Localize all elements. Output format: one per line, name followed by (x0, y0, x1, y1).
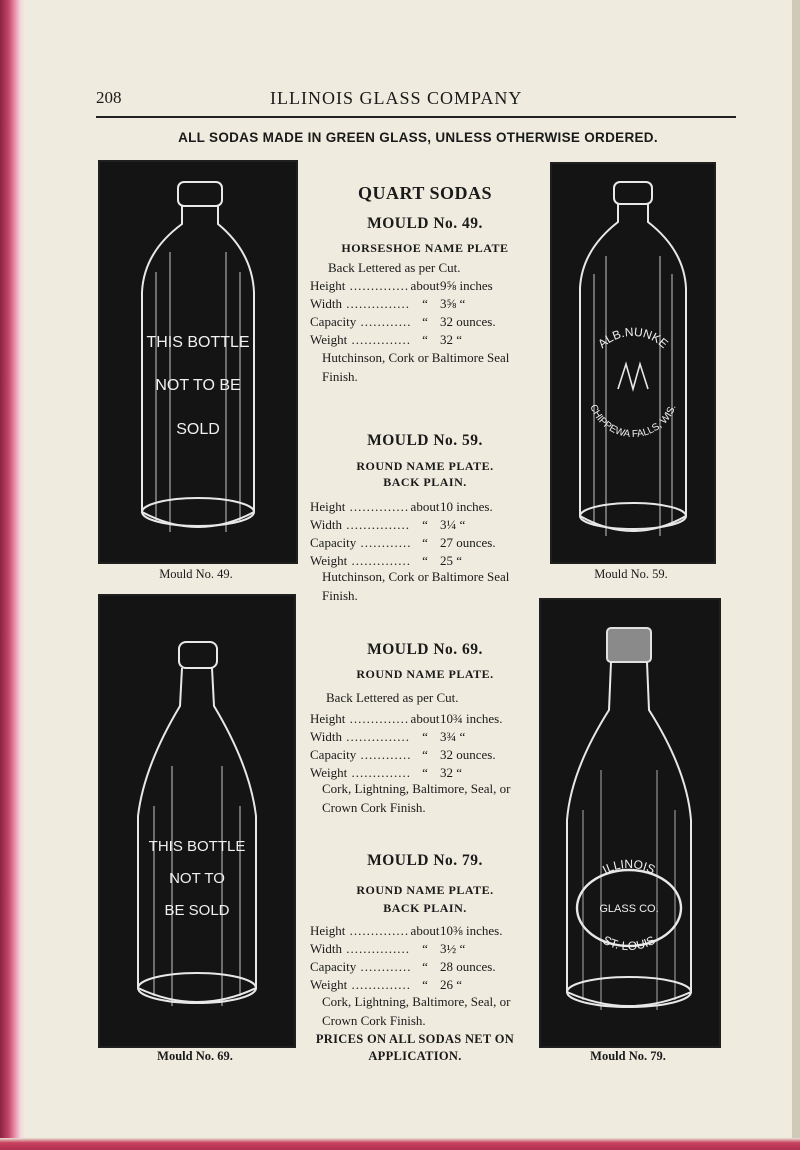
spec-ditto: about (410, 923, 440, 938)
caption-mould-49: Mould No. 49. (159, 567, 233, 581)
spec-label: Width ..... (310, 516, 410, 534)
spec-label: Weight ..... (310, 552, 410, 570)
bottle-illustration-49 (98, 160, 298, 564)
spec-row (310, 498, 525, 516)
mould-59-finish: Hutchinson, Cork or Baltimore Seal Finish. (322, 569, 510, 603)
bottle-49-drawing (100, 162, 296, 562)
spec-value: 3½ “ (440, 941, 466, 956)
spec-label: Width ..... (310, 295, 410, 313)
spec-ditto: “ (422, 977, 428, 992)
mould-69-specs (310, 710, 525, 782)
bottle-49-embossing-3: SOLD (176, 421, 220, 438)
spec-label: Weight ..... (310, 764, 410, 782)
page-edge (792, 0, 800, 1150)
spec-ditto: “ (422, 941, 428, 956)
spec-ditto: “ (422, 747, 428, 762)
spec-label: Capacity ..... (310, 746, 410, 764)
mould-59-specs (310, 498, 525, 570)
spec-label: Capacity ..... (310, 313, 410, 331)
spec-label: Height ..... (310, 277, 410, 295)
mould-69-title: MOULD No. 69. (367, 641, 483, 658)
spec-value: 32 “ (440, 332, 463, 347)
spec-row (310, 534, 525, 552)
mould-49-back: Back Lettered as per Cut. (328, 260, 461, 275)
spec-ditto: “ (422, 729, 428, 744)
book-bottom-edge (0, 1138, 800, 1150)
running-head: ILLINOIS GLASS COMPANY (270, 88, 523, 108)
spec-value: 3⅝ “ (440, 296, 466, 311)
spec-row (310, 728, 525, 746)
bottle-59-embossing-2 (587, 403, 678, 440)
spec-value: 28 ounces. (440, 959, 496, 974)
bottle-79-embossing-3 (601, 933, 658, 953)
mould-59-title: MOULD No. 59. (367, 432, 483, 449)
spec-row (310, 958, 525, 976)
spec-ditto: “ (422, 517, 428, 532)
spec-row (310, 516, 525, 534)
spec-value: 27 ounces. (440, 535, 496, 550)
caption-mould-79: Mould No. 79. (590, 1049, 666, 1063)
spec-ditto: “ (422, 296, 428, 311)
mould-49-finish: Hutchinson, Cork or Baltimore Seal Finish. (322, 350, 510, 384)
bottle-79-embossing-1 (600, 857, 657, 877)
spec-value: 32 ounces. (440, 314, 496, 329)
mould-49-title: MOULD No. 49. (367, 215, 483, 232)
bottle-illustration-59 (550, 162, 716, 564)
green-glass-notice: ALL SODAS MADE IN GREEN GLASS, UNLESS OTHERWISE ORDERED. (178, 130, 658, 145)
bottle-79-embossing-2: GLASS CO. (599, 903, 659, 915)
page-number: 208 (96, 88, 122, 107)
mould-59-back: BACK PLAIN. (383, 475, 467, 489)
bottle-illustration-79 (539, 598, 721, 1048)
bottle-69-drawing (100, 596, 294, 1046)
spec-value: 26 “ (440, 977, 463, 992)
prices-note: PRICES ON ALL SODAS NET ON APPLICATION. (315, 1032, 515, 1063)
caption-mould-69: Mould No. 69. (157, 1049, 233, 1063)
spec-value: 25 “ (440, 553, 463, 568)
spec-ditto: “ (422, 959, 428, 974)
bottle-69-embossing-2: NOT TO (169, 870, 225, 887)
bottle-49-embossing-2: NOT TO BE (155, 377, 241, 394)
mould-79-back: BACK PLAIN. (383, 901, 467, 915)
spec-ditto: about (410, 499, 440, 514)
bottle-69-embossing-1: THIS BOTTLE (148, 838, 246, 855)
mould-49-plate: HORSESHOE NAME PLATE (341, 241, 509, 255)
spec-value: 10¾ inches. (440, 711, 503, 726)
bottle-79-embossing-bottom: ST. LOUIS (600, 932, 658, 954)
spec-ditto: “ (422, 553, 428, 568)
spec-label: Height ..... (310, 922, 410, 940)
spec-label: Capacity ..... (310, 958, 410, 976)
spec-value: 3¾ “ (440, 729, 466, 744)
spec-value: 32 “ (440, 765, 463, 780)
spec-label: Height ..... (310, 710, 410, 728)
caption-mould-59: Mould No. 59. (594, 567, 668, 581)
bottle-79-drawing (541, 600, 719, 1046)
bottle-49-embossing-1: THIS BOTTLE (146, 334, 250, 351)
header-rule (96, 116, 736, 118)
spec-row (310, 746, 525, 764)
spec-ditto: about (410, 711, 440, 726)
spec-label: Weight ..... (310, 976, 410, 994)
spec-row (310, 922, 525, 940)
spec-value: 9⅝ inches (440, 278, 493, 293)
spec-row (310, 710, 525, 728)
section-title: QUART SODAS (357, 183, 493, 203)
mould-59-plate: ROUND NAME PLATE. (356, 459, 494, 473)
spec-ditto: “ (422, 535, 428, 550)
book-spine-edge (0, 0, 24, 1150)
mould-69-finish: Cork, Lightning, Baltimore, Seal, or Crown Cork Finish. (322, 781, 511, 815)
bottle-69-embossing-3: BE SOLD (164, 902, 230, 919)
mould-79-plate: ROUND NAME PLATE. (356, 883, 494, 897)
spec-row (310, 295, 525, 313)
spec-row (310, 331, 525, 349)
mould-79-finish: Cork, Lightning, Baltimore, Seal, or Crown Cork Finish. (322, 994, 511, 1028)
mould-69-plate: ROUND NAME PLATE. (356, 667, 494, 681)
spec-value: 10⅜ inches. (440, 923, 503, 938)
spec-label: Width ..... (310, 940, 410, 958)
spec-label: Width ..... (310, 728, 410, 746)
bottle-79-embossing-top: ILLINOIS (600, 856, 658, 877)
spec-value: 10 inches. (440, 499, 493, 514)
spec-label: Weight ..... (310, 331, 410, 349)
spec-row (310, 940, 525, 958)
mould-79-specs (310, 922, 525, 994)
spec-ditto: “ (422, 765, 428, 780)
spec-row (310, 313, 525, 331)
bottle-illustration-69 (98, 594, 296, 1048)
spec-ditto: “ (422, 314, 428, 329)
mould-69-back: Back Lettered as per Cut. (326, 690, 459, 705)
mould-79-title: MOULD No. 79. (367, 852, 483, 869)
spec-ditto: about (410, 278, 440, 293)
spec-label: Capacity ..... (310, 534, 410, 552)
spec-ditto: “ (422, 332, 428, 347)
mould-49-specs (310, 277, 525, 349)
spec-label: Height ..... (310, 498, 410, 516)
spec-value: 3¼ “ (440, 517, 466, 532)
spec-value: 32 ounces. (440, 747, 496, 762)
bottle-59-embossing-name: ALB.NUNKE (595, 324, 671, 351)
bottle-59-embossing-town: CHIPPEWA FALLS, WIS. (587, 403, 679, 441)
bottle-59-drawing (552, 164, 714, 562)
spec-row (310, 277, 525, 295)
